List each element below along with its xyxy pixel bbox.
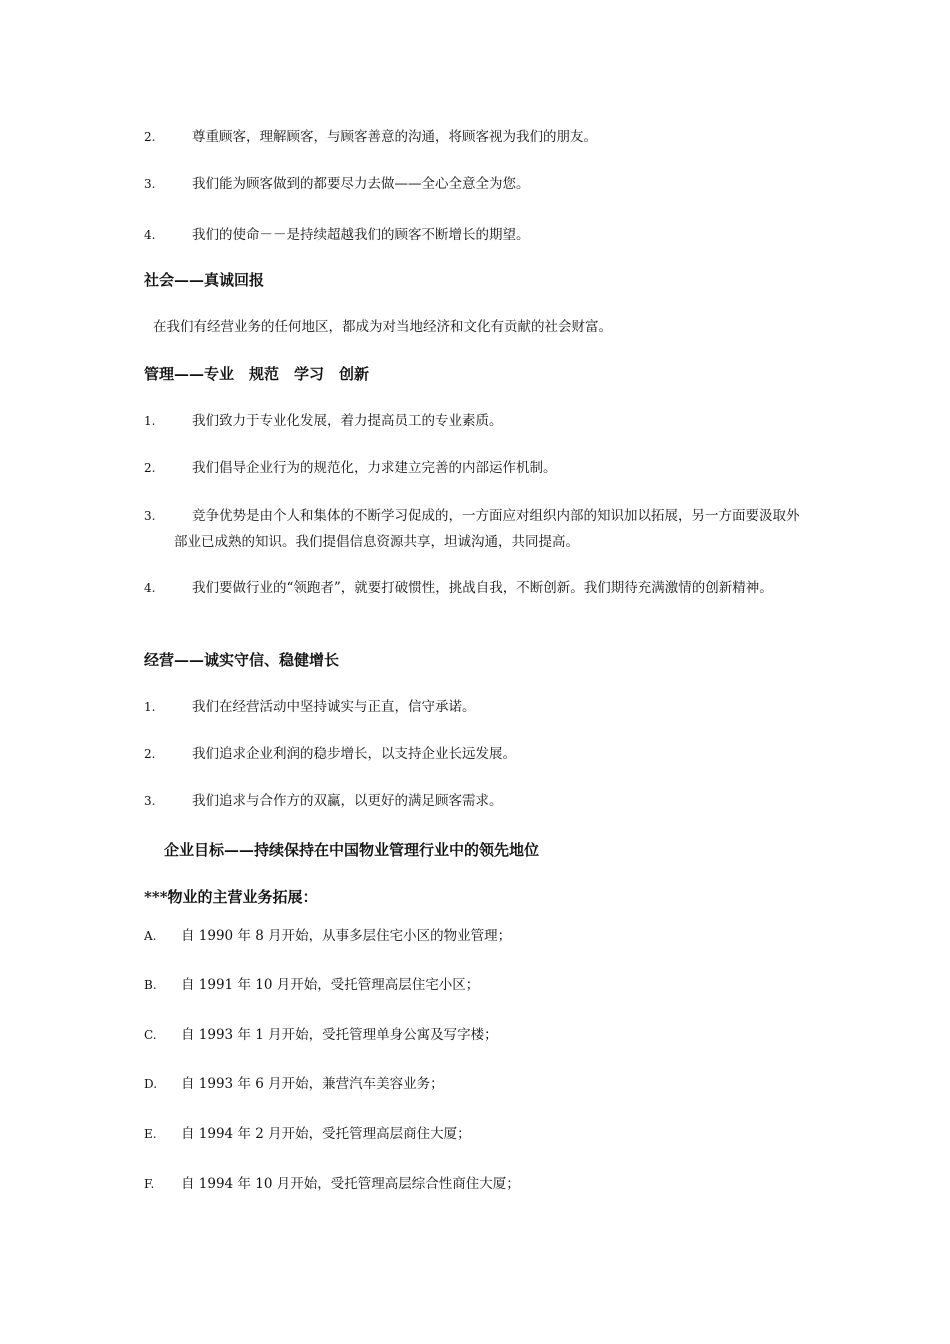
- list-item: [144, 222, 804, 248]
- item-text: 尊重顾客，理解顾客，与顾客善意的沟通，将顾客视为我们的朋友。: [192, 129, 597, 145]
- item-text: 自 1991 年 10 月开始，受托管理高层住宅小区；: [181, 977, 480, 993]
- section-heading-business: ***物业的主营业务拓展：: [144, 888, 318, 906]
- section-heading-management: 管理——专业 规范 学习 创新: [144, 365, 370, 383]
- section-heading-society: 社会——真诚回报: [144, 271, 265, 289]
- list-item: [144, 1071, 804, 1097]
- item-text: 自 1990 年 8 月开始，从事多层住宅小区的物业管理；: [181, 928, 512, 944]
- society-paragraph: 在我们有经营业务的任何地区，都成为对当地经济和文化有贡献的社会财富。: [153, 319, 612, 335]
- item-text: 我们在经营活动中坚持诚实与正直，信守承诺。: [192, 699, 476, 715]
- list-item: [144, 923, 804, 949]
- item-number: 2.: [144, 130, 156, 144]
- list-item: [144, 1171, 804, 1197]
- list-item: [144, 694, 804, 720]
- item-text: 我们倡导企业行为的规范化，力求建立完善的内部运作机制。: [192, 460, 557, 476]
- item-number: 3.: [144, 509, 156, 523]
- item-number: 1.: [144, 700, 156, 714]
- item-letter: F.: [144, 1177, 155, 1191]
- list-item: [144, 408, 804, 434]
- list-item: [144, 575, 804, 601]
- section-heading-operation: 经营——诚实守信、稳健增长: [144, 651, 340, 669]
- list-item: [144, 124, 804, 150]
- item-text: 我们能为顾客做到的都要尽力去做——全心全意全为您。: [192, 176, 530, 192]
- item-text: 我们要做行业的“领跑者”，就要打破惯性，挑战自我，不断创新。我们期待充满激情的创新精神。: [192, 580, 773, 596]
- item-text: 我们追求与合作方的双赢，以更好的满足顾客需求。: [192, 793, 503, 809]
- item-letter: E.: [144, 1127, 157, 1141]
- item-number: 3.: [144, 794, 156, 808]
- list-item: [144, 503, 804, 555]
- item-text: 自 1994 年 10 月开始，受托管理高层综合性商住大厦；: [181, 1176, 520, 1192]
- list-item: [144, 788, 804, 814]
- item-letter: C.: [144, 1028, 157, 1042]
- item-letter: D.: [144, 1077, 158, 1091]
- item-number: 4.: [144, 228, 156, 242]
- item-text: 自 1993 年 1 月开始，受托管理单身公寓及写字楼；: [181, 1027, 498, 1043]
- item-number: 4.: [144, 581, 156, 595]
- item-letter: B.: [144, 978, 157, 992]
- list-item: [144, 455, 804, 481]
- item-text: 竞争优势是由个人和集体的不断学习促成的，一方面应对组织内部的知识加以拓展，另一方面要汲取外部业已成熟的知识。我们提倡信息资源共享，坦诚沟通，共同提高。: [174, 508, 800, 550]
- item-number: 2.: [144, 461, 156, 475]
- list-item: [144, 1022, 804, 1048]
- item-number: 2.: [144, 747, 156, 761]
- item-text: 我们追求企业利润的稳步增长，以支持企业长远发展。: [192, 746, 516, 762]
- item-number: 1.: [144, 414, 156, 428]
- item-text: 我们的使命－－是持续超越我们的顾客不断增长的期望。: [192, 227, 530, 243]
- item-text: 自 1993 年 6 月开始，兼营汽车美容业务；: [181, 1076, 444, 1092]
- item-text: 自 1994 年 2 月开始，受托管理高层商住大厦；: [181, 1126, 471, 1142]
- list-item: [144, 1121, 804, 1147]
- item-text: 我们致力于专业化发展，着力提高员工的专业素质。: [192, 413, 503, 429]
- list-item: [144, 972, 804, 998]
- section-heading-goal: 企业目标——持续保持在中国物业管理行业中的领先地位: [164, 841, 540, 859]
- item-letter: A.: [144, 929, 157, 943]
- item-number: 3.: [144, 177, 156, 191]
- list-item: [144, 171, 804, 197]
- list-item: [144, 741, 804, 767]
